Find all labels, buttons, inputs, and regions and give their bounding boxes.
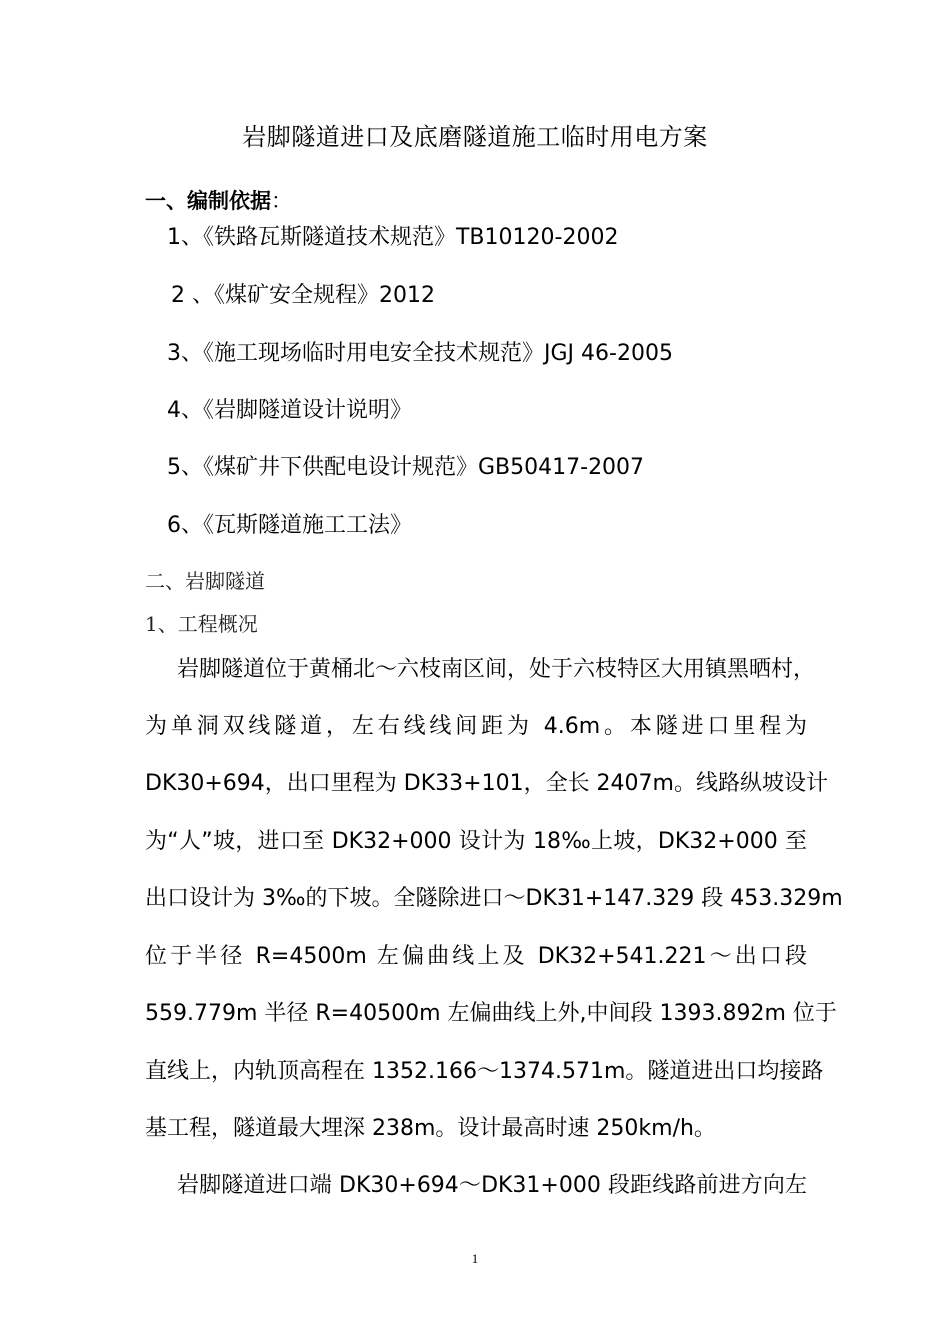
reference-item: 1、《铁路瓦斯隧道技术规范》TB10120-2002: [167, 225, 619, 250]
paragraph-line: 为单洞双线隧道，左右线线间距为 4.6m。本隧进口里程为: [145, 714, 807, 739]
paragraph-line: 基工程，隧道最大埋深 238m。设计最高时速 250km/h。: [145, 1116, 716, 1141]
section-heading-text: 一、编制依据: [145, 189, 271, 213]
paragraph-line: 直线上，内轨顶高程在 1352.166～1374.571m。隧道进出口均接路: [145, 1059, 824, 1084]
paragraph-line: 为“人”坡，进口至 DK32+000 设计为 18‰上坡，DK32+000 至: [145, 829, 807, 854]
paragraph-line: 559.779m 半径 R=40500m 左偏曲线上外,中间段 1393.892m 位于: [145, 1001, 837, 1026]
paragraph-line: 出口设计为 3‰的下坡。全隧除进口～DK31+147.329 段 453.329m: [145, 886, 843, 911]
document-title: 岩脚隧道进口及底磨隧道施工临时用电方案: [242, 123, 708, 151]
reference-item: 5、《煤矿井下供配电设计规范》GB50417-2007: [167, 455, 645, 480]
paragraph-line: 位于半径 R=4500m 左偏曲线上及 DK32+541.221～出口段: [145, 944, 807, 969]
reference-item: 2 、《煤矿安全规程》2012: [171, 283, 435, 308]
reference-item: 4、《岩脚隧道设计说明》: [167, 398, 412, 423]
reference-item: 3、《施工现场临时用电安全技术规范》JGJ 46-2005: [167, 341, 673, 366]
subsection-heading-overview: 1、工程概况: [145, 612, 258, 636]
section-heading-colon: ：: [271, 189, 292, 213]
paragraph-line: DK30+694，出口里程为 DK33+101，全长 2407m。线路纵坡设计: [145, 771, 828, 796]
paragraph-line: 岩脚隧道进口端 DK30+694～DK31+000 段距线路前进方向左: [177, 1173, 807, 1198]
section-heading-tunnel: 二、岩脚隧道: [145, 569, 265, 593]
paragraph-line: 岩脚隧道位于黄桶北～六枝南区间，处于六枝特区大用镇黑晒村，: [177, 657, 816, 682]
page-number: 1: [471, 1251, 479, 1266]
reference-item: 6、《瓦斯隧道施工工法》: [167, 513, 412, 538]
section-heading-basis: [145, 185, 292, 215]
